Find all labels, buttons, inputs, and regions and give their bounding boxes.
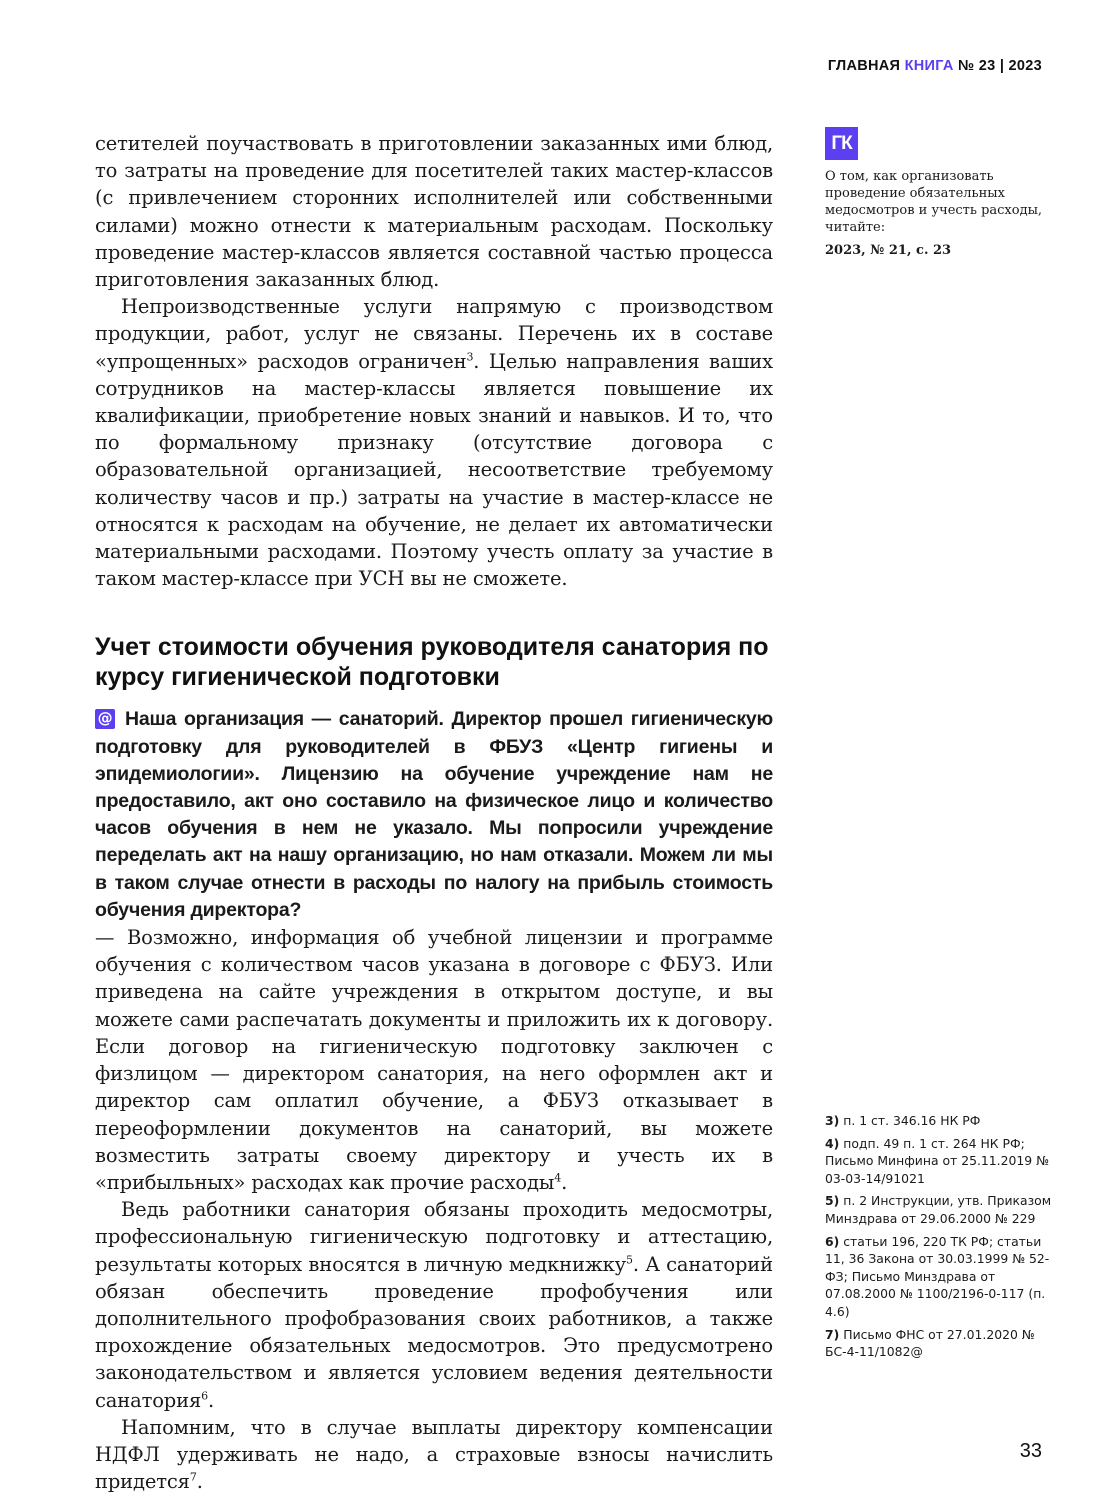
- footnote-ref: 4: [554, 1171, 562, 1185]
- sidebar-reference: 2023, № 21, с. 23: [825, 243, 952, 258]
- gk-logo-icon: ГК: [825, 127, 858, 160]
- footnote-ref: 7: [189, 1470, 197, 1484]
- paragraph: сетителей поучаствовать в приготовлении заказанных ими блюд, то затраты на проведение для посетителей таких мастер-классов (с привлечением сторонних исполнителей или собственными силами) можно отнести к материальным расходам. Поскольку проведение мастер-классов является составной частью процесса приготовления заказанных блюд.: [95, 132, 773, 292]
- footnotes: [825, 1112, 1055, 1366]
- paragraph: Ведь работники санатория обязаны проходить медосмотры, профессиональную гигиеническую подготовку и аттестацию, результаты которых вносятся в личную медкнижку$^5$. А санаторий обязан обеспечить проведение профобучения или дополнительного профобразования своих работников, а также прохождение обязательных медосмотров. Это предусмотрено законодательством и является условием ведения деятельности санатория$^6$.: [95, 1198, 773, 1412]
- footnote-ref: 3: [466, 350, 474, 364]
- article-body: [95, 130, 773, 1495]
- answer: — Возможно, информация об учебной лицензии и программе обучения с количеством часов указана в договоре с ФБУЗ. Или приведена на сайте учреждения в открытом доступе, и вы можете сами распечатать документы и приложить их к договору. Если договор на гигиеническую подготовку заключен с физлицом — директором санатория, на него оформлен акт и директор сам оплатил обучение, а ФБУЗ отказывает в переоформлении документов на санаторий, вы можете возместить затраты своему директору и учесть их в «прибыльных» расходах как прочие расходы$^4$.: [95, 926, 773, 1194]
- masthead: [828, 58, 1042, 74]
- magazine-title: ГЛАВНАЯ: [827, 58, 901, 74]
- paragraph: Непроизводственные услуги напрямую с производством продукции, работ, услуг не связаны. Перечень их в составе «упрощенных» расходов ограничен$^3$. Целью направления ваших сотрудников на мастер-классы является повышение их квалификации, приобретение новых знаний и навыков. И то, что по формальному признаку (отсутствие договора с образовательной организацией, несоответствие требуемому количеству часов и пр.) затраты на участие в мастер-классе не относятся к расходам на обучение, не делает их автоматически материальными расходами. Поэтому учесть оплату за участие в таком мастер-классе при УСН вы не сможете.: [95, 295, 773, 591]
- footnote: 7) Письмо ФНС от 27.01.2020 № БС-4-11/1082@: [825, 1326, 1035, 1360]
- footnote: 6) статьи 196, 220 ТК РФ; статьи 11, 36 Закона от 30.03.1999 № 52-ФЗ; Письмо Минздрава от 07.08.2000 № 1100/2196-0-117 (п. 4.6): [825, 1233, 1050, 1319]
- paragraph: Напомним, что в случае выплаты директору компенсации НДФЛ удерживать не надо, а страховые взносы начислить придется$^7$.: [95, 1415, 773, 1494]
- reader-question: @ Наша организация — санаторий. Директор прошел гигиеническую подготовку для руководителей в ФБУЗ «Центр гигиены и эпидемиологии». Лицензию на обучение учреждение нам не предоставило, акт оно составило на физическое лицо и количество часов обучения в нем не указало. Мы попросили учреждение переделать акт на нашу организацию, но нам отказали. Можем ли мы в таком случае отнести в расходы по налогу на прибыль стоимость обучения директора?: [95, 708, 773, 921]
- magazine-title-accent: КНИГА: [904, 58, 954, 74]
- footnote: 4) подп. 49 п. 1 ст. 264 НК РФ; Письмо Минфина от 25.11.2019 № 03-03-14/91021: [825, 1135, 1049, 1186]
- section-title: Учет стоимости обучения руководителя санатория по курсу гигиенической подготовки: [95, 633, 769, 692]
- footnote: 5) п. 2 Инструкции, утв. Приказом Минздрава от 29.06.2000 № 229: [825, 1193, 1052, 1226]
- sidebar-note-text: О том, как организовать проведение обязательных медосмотров и учесть расходы, читайте:: [825, 169, 1043, 235]
- page-number: 33: [1019, 1440, 1042, 1462]
- at-icon: @: [95, 709, 115, 729]
- sidebar-note: [825, 127, 1045, 259]
- footnote-ref: 6: [201, 1389, 208, 1403]
- footnote: 3) п. 1 ст. 346.16 НК РФ: [825, 1113, 981, 1128]
- issue-number: № 23 | 2023: [958, 58, 1042, 74]
- footnote-ref: 5: [625, 1253, 633, 1267]
